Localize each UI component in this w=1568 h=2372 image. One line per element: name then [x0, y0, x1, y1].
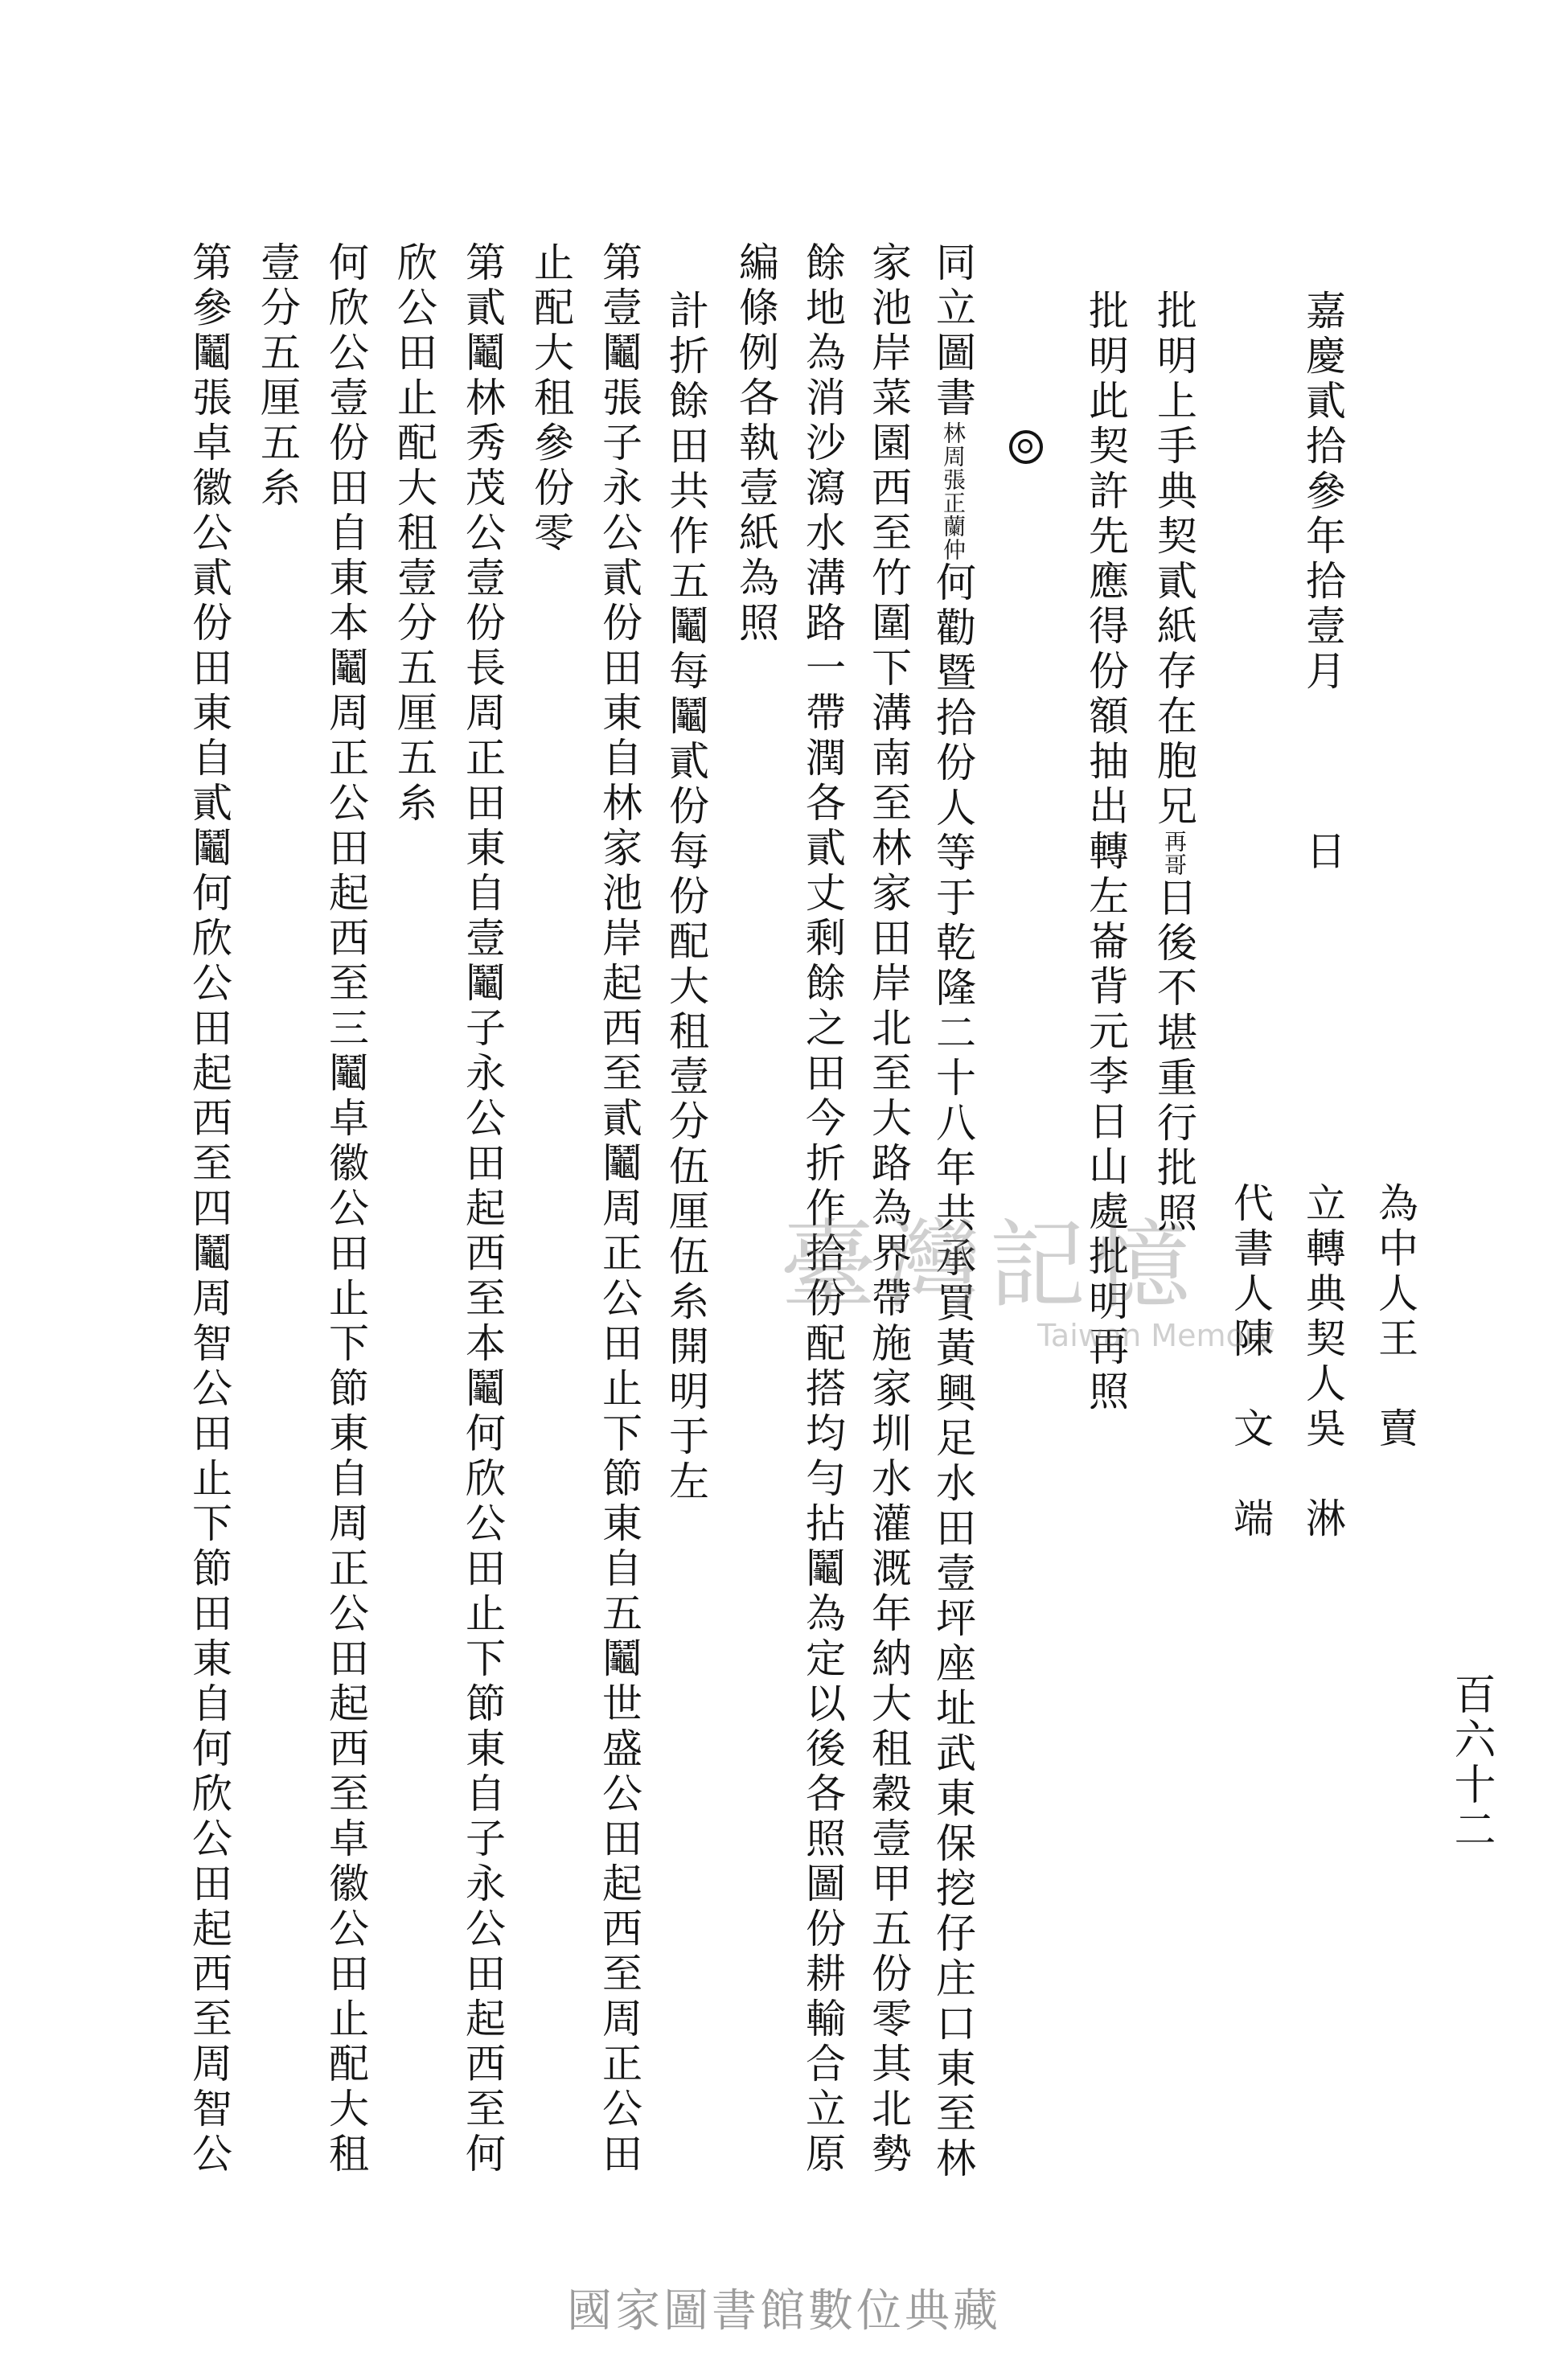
date-line: 嘉慶貳拾參年拾壹月 日 [1299, 289, 1346, 875]
watermark-english: Taiwan Memory [1037, 1318, 1275, 1353]
lot-line-7: 第參鬮張卓徽公貳份田東自貳鬮何欣公田起西至四鬮周智公田止下節田東自何欣公田起西至周智公 [186, 241, 232, 2177]
note-2: 批明此契許先應得份額抽出轉左崙背元李日山處批明再照 [1082, 289, 1129, 1415]
signatory-contractor [1299, 1182, 1346, 1542]
lot-line-6: 壹分五厘五糸 [254, 241, 301, 511]
lot-line-3: 第貳鬮林秀茂公壹份長周正田東自壹鬮子永公田起西至本鬮何欣公田止下節東自子永公田起西至何 [459, 241, 506, 2177]
lot-line-4: 欣公田止配大租壹分五厘五糸 [391, 241, 437, 827]
note-text: 日後不堪重行批照 [1151, 876, 1197, 1237]
signatory-name: 吳 淋 [1299, 1407, 1346, 1542]
seal-circle-icon [1009, 430, 1043, 464]
body-line-4: 編條例各執壹紙為照 [733, 241, 779, 646]
watermark-chinese: 臺灣記憶 [780, 1210, 1198, 1322]
signatory-name: 陳 文 端 [1227, 1317, 1274, 1542]
signatory-role: 立轉典契人 [1299, 1182, 1346, 1407]
body-line-2: 家池岸菜園西至竹圍下溝南至林家田岸北至大路為界帶施家圳水灌溉年納大租穀壹甲五份零其北勢 [865, 241, 912, 2177]
signatory-name: 王 賣 [1372, 1317, 1418, 1452]
watermark-logo [780, 1210, 1295, 1379]
body-line-3: 餘地為消沙瀉水溝路一帶潤各貳丈剩餘之田今折作拾份配搭均勻拈鬮為定以後各照圖份耕輸合立原 [799, 241, 846, 2177]
body-small-text: 林周張正蘭仲 [940, 421, 967, 561]
lot-line-1: 第壹鬮張子永公貳份田東自林家池岸起西至貳鬮周正公田止下節東自五鬮世盛公田起西至周正公田 [596, 241, 642, 2177]
note-small-text: 再哥 [1161, 830, 1188, 876]
signatory-role: 代書人 [1227, 1182, 1274, 1317]
signatory-middleman [1372, 1182, 1418, 1452]
body-line-1 [930, 241, 976, 2182]
signatory-role: 為中人 [1372, 1182, 1418, 1317]
signatory-scribe [1227, 1182, 1274, 1542]
lot-line-2: 止配大租參份零 [527, 241, 574, 556]
page-number: 百六十二 [1447, 1672, 1495, 1853]
body-text: 何勸暨拾份人等于乾隆二十八年共承買黃興足水田壹坪座址武東保挖仔庄口東至林 [930, 561, 976, 2182]
body-text: 同立圖書 [930, 241, 976, 421]
note-text: 批明上手典契貳紙存在胞兄 [1151, 289, 1197, 830]
note-1 [1151, 289, 1197, 1237]
lot-line-5: 何欣公壹份田自東本鬮周正公田起西至三鬮卓徽公田止下節東自周正公田起西至卓徽公田止配大租 [322, 241, 369, 2177]
calc-line: 計折餘田共作五鬮每鬮貳份每份配大租壹分伍厘伍糸開明于左 [663, 289, 709, 1505]
footer-archive-credit: 國家圖書館數位典藏 [567, 2285, 1001, 2337]
